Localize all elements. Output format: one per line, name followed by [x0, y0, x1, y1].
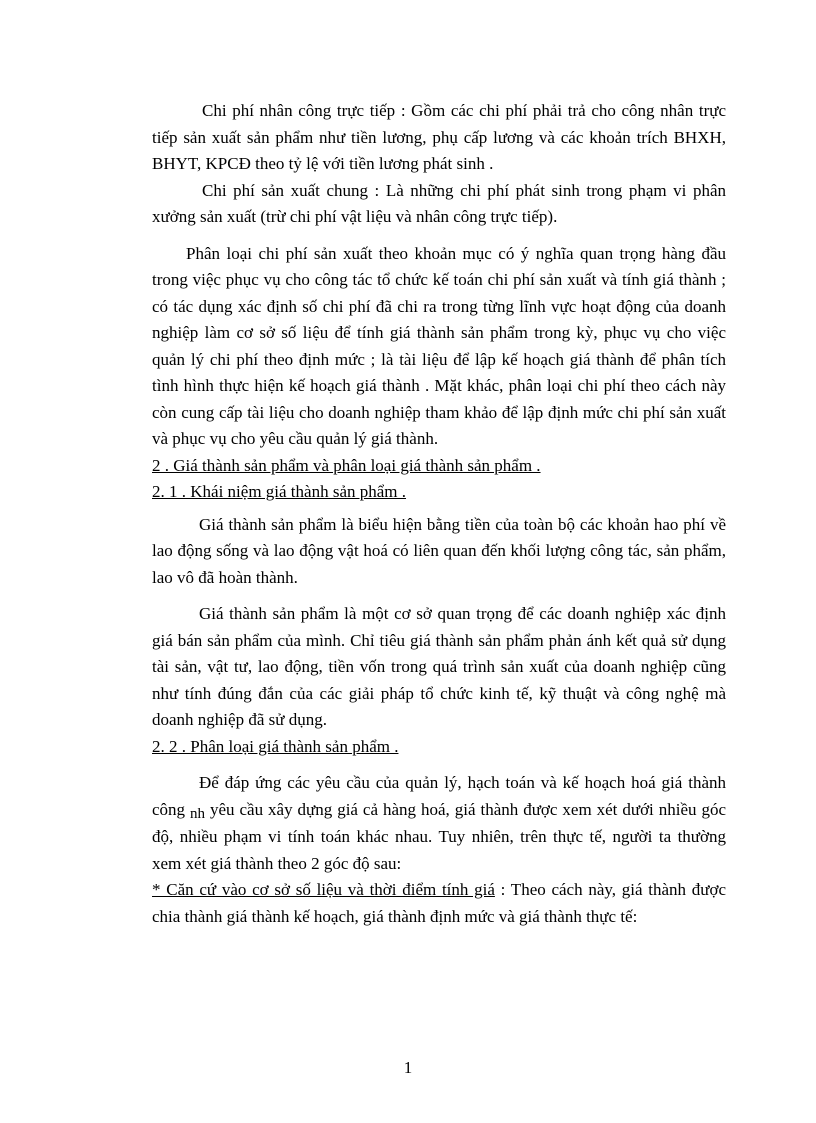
heading-section-2-2: 2. 2 . Phân loại giá thành sản phẩm .: [152, 736, 399, 756]
heading-section-2-1: 2. 1 . Khái niệm giá thành sản phẩm .: [152, 482, 407, 501]
paragraph-cost-importance: Giá thành sản phẩm là một cơ sở quan trọng để các doanh nghiệp xác định giá bán sản phẩm của mình. Chỉ tiêu giá thành sản phẩm phản ánh kết quả sử dụng tài sản, vật tư, lao động, tiền vốn trong quá trình sản xuất của doanh nghiệp cũng như tính đúng đắn của các giải pháp tổ chức kinh tế, kỹ thuật và công nghệ mà doanh nghiệp đã sử dụng.: [152, 604, 726, 729]
paragraph-classification-intro-part-b: yêu cầu xây dựng giá cả hàng hoá, giá thành được xem xét dưới nhiều góc độ, nhiều phạm vi tính toán khác nhau. Tuy nhiên, trên thực tế, người ta thường xem xét giá thành theo 2 góc độ sau:: [152, 799, 727, 873]
paragraph-cost-classification: Phân loại chi phí sản xuất theo khoản mục có ý nghĩa quan trọng hàng đầu trong việc phục vụ cho công tác tổ chức kế toán chi phí sản xuất và tính giá thành ; có tác dụng xác định số chi phí đã chi ra trong từng lĩnh vực hoạt động của doanh nghiệp làm cơ sở số liệu để tính giá thành sản phẩm trong kỳ, phục vụ cho việc quản lý chi phí theo định mức ; là tài liệu để lập kế hoạch giá thành để phân tích tình hình thực hiện kế hoạch giá thành . Mặt khác, phân loại chi phí theo cách này còn cung cấp tài liệu cho doanh nghiệp tham khảo để lập định mức chi phí sản xuất và phục vụ cho yêu cầu quản lý giá thành.: [152, 243, 726, 448]
paragraph-general-production-cost: Chi phí sản xuất chung : Là những chi phí phát sinh trong phạm vi phân xưởng sản xuất (trừ chi phí vật liệu và nhân công trực tiếp).: [152, 180, 726, 226]
classification-basis-label: * Căn cứ vào cơ sở số liệu và thời điểm tính giá: [152, 880, 495, 899]
paragraph-classification-intro: [152, 770, 726, 877]
paragraph-cost-definition: Giá thành sản phẩm là biểu hiện bằng tiền của toàn bộ các khoản hao phí về lao động sống và lao động vật hoá có liên quan đến khối lượng công tác, sản phẩm, lao vô đã hoàn thành.: [152, 514, 726, 587]
document-body: [152, 98, 726, 930]
paragraph-direct-labor-cost: Chi phí nhân công trực tiếp : Gồm các chi phí phải trả cho công nhân trực tiếp sản xuất sản phẩm như tiền lương, phụ cấp lương và các khoản trích BHXH, BHYT, KPCĐ theo tỷ lệ với tiền lương phát sinh .: [152, 101, 726, 173]
paragraph-classification-intro-part-a: Để đáp ứng các yêu cầu của quản lý, hạch toán và kế hoạch hoá giá thành công: [152, 773, 726, 819]
heading-section-2: 2 . Giá thành sản phẩm và phân loại giá thành sản phẩm .: [152, 455, 541, 475]
subscript-fragment: nh: [190, 805, 206, 822]
page-number: 1: [403, 1058, 413, 1077]
paragraph-classification-basis: [152, 877, 726, 930]
classification-basis-text: : Theo cách này, giá thành được chia thành giá thành kế hoạch, giá thành định mức và giá thành thực tế:: [152, 880, 727, 926]
